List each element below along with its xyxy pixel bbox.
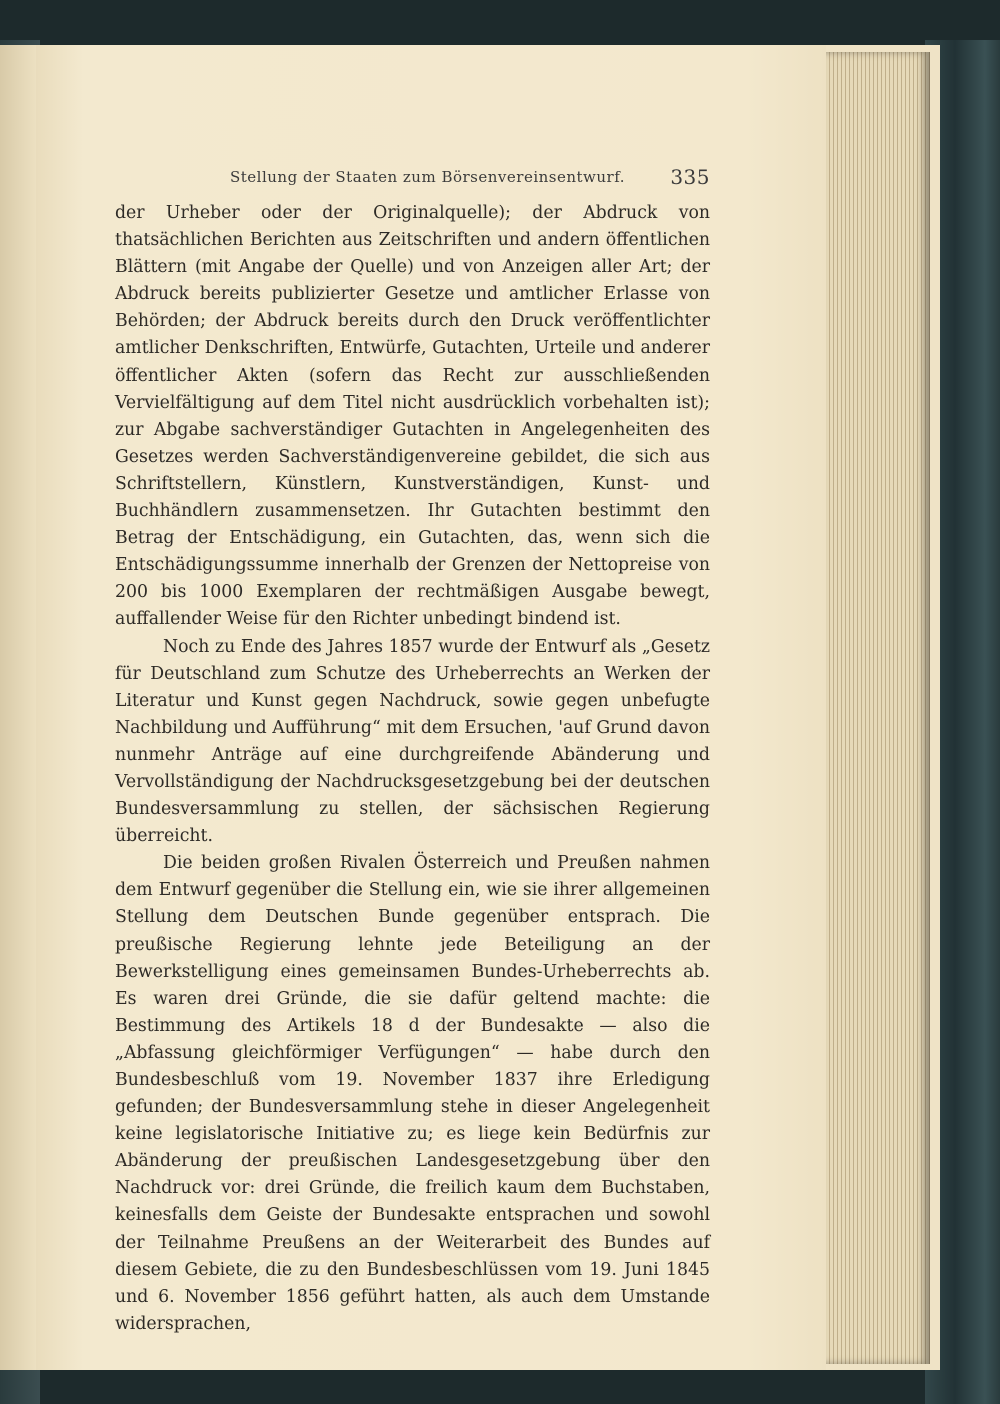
paragraph: Die beiden großen Rivalen Österreich und Preußen nahmen dem Entwurf gegenüber die Stellung ein, wie sie ihrer allgemeinen Stellung dem Deutschen Bunde gegenüber entsprach. Die preußische Regierung lehnte jede Beteiligung an der Bewerkstelligung eines gemeinsamen Bundes-Urheberrechts ab. Es waren drei Gründe, die sie dafür geltend machte: die Bestimmung des Artikels 18 d der Bundesakte — also die „Abfassung gleichförmiger Verfügungen“ — habe durch den Bundesbeschluß vom 19. November 1837 ihre Erledigung gefunden; der Bundesversammlung stehe in dieser Angelegenheit keine legislatorische Initiative zu; es liege kein Bedürfnis zur Abänderung der preußischen Landesgesetzgebung über den Nachdruck vor: drei Gründe, die freilich kaum dem Buchstaben, keinesfalls dem Geiste der Bundesakte entsprachen und sowohl der Teilnahme Preußens an der Weiterarbeit des Bundes auf diesem Gebiete, die zu den Bundesbeschlüssen vom 19. Juni 1845 und 6. November 1856 geführt hatten, als auch dem Umstande widersprachen, [115,853,710,1334]
page-block-edge [826,52,930,1364]
running-header [230,165,710,192]
facing-page-edge [0,45,36,1370]
body-text [115,200,710,1338]
paragraph-continued: der Urheber oder der Originalquelle); der Abdruck von thatsächlichen Berichten aus Zeitschriften und andern öffentlichen Blättern (mit Angabe der Quelle) und von Anzeigen aller Art; der Abdruck bereits publizierter Gesetze und amtlicher Erlasse von Behörden; der Abdruck bereits durch den Druck veröffentlichter amtlicher Denkschriften, Entwürfe, Gutachten, Urteile und anderer öffentlicher Akten (sofern das Recht zur ausschließenden Vervielfältigung auf dem Titel nicht ausdrücklich vorbehalten ist); zur Abgabe sachverständiger Gutachten in Angelegenheiten des Gesetzes werden Sachverständigenvereine gebildet, die sich aus Schriftstellern, Künstlern, Kunstverständigen, Kunst- und Buchhändlern zusammensetzen. Ihr Gutachten bestimmt den Betrag der Entschädigung, ein Gutachten, das, wenn sich die Entschädigungssumme innerhalb der Grenzen der Nettopreise von 200 bis 1000 Exemplaren der rechtmäßigen Ausgabe bewegt, auffallender Weise für den Richter unbedingt bindend ist. [115,203,710,630]
paragraph: Noch zu Ende des Jahres 1857 wurde der Entwurf als „Gesetz für Deutschland zum Schutze des Urheberrechts an Werken der Literatur und Kunst gegen Nachdruck, sowie gegen unbefugte Nachbildung und Aufführung“ mit dem Ersuchen, 'auf Grund davon nunmehr Anträge auf eine durchgreifende Abänderung und Vervollständigung der Nachdrucksgesetzgebung bei der deutschen Bundesversammlung zu stellen, der sächsischen Regierung überreicht. [115,636,710,847]
page-number: 335 [670,165,710,189]
running-title: Stellung der Staaten zum Börsenvereinsentwurf. [230,168,625,186]
